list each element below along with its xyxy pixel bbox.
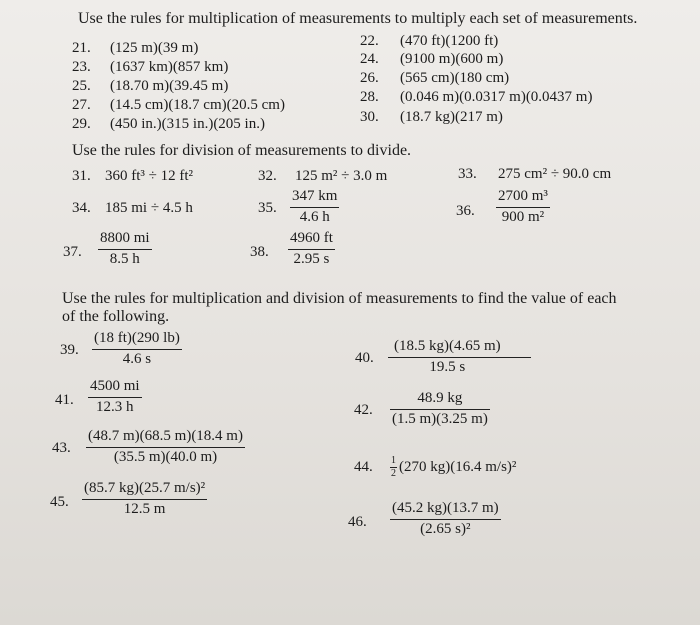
fraction: [98, 230, 152, 268]
problem-number: 24.: [360, 51, 379, 67]
fraction-bar: [98, 249, 152, 250]
numerator: (18.5 kg)(4.65 m): [394, 338, 501, 354]
problem-expression: (9100 m)(600 m): [400, 51, 504, 67]
fraction: [288, 230, 335, 268]
problem-number: 25.: [72, 78, 91, 94]
fraction: [88, 378, 142, 416]
numerator: 8800 mi: [100, 230, 150, 246]
fraction: [290, 188, 339, 226]
fraction-bar: [496, 207, 550, 208]
fraction: [390, 500, 501, 538]
fraction-bar: [88, 397, 142, 398]
division-instructions: Use the rules for division of measurements to divide.: [72, 142, 412, 159]
fraction-bar: [290, 207, 339, 208]
problem-expression: (14.5 cm)(18.7 cm)(20.5 cm): [110, 97, 285, 113]
problem-number: 46.: [348, 514, 367, 530]
denominator: 900 m²: [501, 209, 545, 225]
problem-number: 43.: [52, 440, 71, 456]
problem-expression: (18.7 kg)(217 m): [400, 109, 503, 125]
numerator: 4960 ft: [290, 230, 333, 246]
fraction-bar: [390, 409, 490, 410]
problem-number: 28.: [360, 89, 379, 105]
fraction-bar: [86, 447, 245, 448]
denominator: 8.5 h: [109, 251, 140, 267]
problem-number: 34.: [72, 200, 91, 216]
fraction: [86, 428, 245, 466]
problem-expression: (565 cm)(180 cm): [400, 70, 510, 86]
problem-number: 36.: [456, 203, 475, 219]
problem-expression: 185 mi ÷ 4.5 h: [105, 200, 193, 216]
fraction-bar: [390, 519, 501, 520]
problem-number: 45.: [50, 494, 69, 510]
denominator: 4.6 s: [122, 351, 152, 367]
fraction-bar: [92, 349, 182, 350]
problem-number: 37.: [63, 244, 82, 260]
problem-expression: 360 ft³ ÷ 12 ft²: [105, 168, 194, 184]
fraction: [392, 338, 503, 376]
problem-number: 41.: [55, 392, 74, 408]
problem-number: 26.: [360, 70, 379, 86]
problem-number: 29.: [72, 116, 91, 132]
fraction: [92, 330, 182, 368]
denominator: 2.95 s: [293, 251, 330, 267]
fraction-bar: [288, 249, 335, 250]
fraction-bar: [82, 499, 207, 500]
numerator: 4500 mi: [90, 378, 140, 394]
denominator: 12.5 m: [123, 501, 166, 517]
numerator: 48.9 kg: [417, 390, 463, 406]
numerator: (48.7 m)(68.5 m)(18.4 m): [88, 428, 243, 444]
expression-text: (270 kg)(16.4 m/s)²: [399, 458, 517, 475]
one-half: [390, 456, 397, 479]
problem-number: 32.: [258, 168, 277, 184]
half-denominator: 2: [391, 468, 396, 479]
problem-expression: (470 ft)(1200 ft): [400, 33, 499, 49]
denominator: (1.5 m)(3.25 m): [392, 411, 488, 427]
problem-expression: 125 m² ÷ 3.0 m: [295, 168, 388, 184]
problem-expression: (125 m)(39 m): [110, 40, 199, 56]
problem-number: 31.: [72, 168, 91, 184]
problem-number: 39.: [60, 342, 79, 358]
fraction: [496, 188, 550, 226]
mixed-instructions-continued: of the following.: [62, 308, 170, 325]
denominator: 12.3 h: [96, 399, 134, 415]
problem-expression: (0.046 m)(0.0317 m)(0.0437 m): [400, 89, 593, 105]
problem-number: 22.: [360, 33, 379, 49]
problem-number: 44.: [354, 459, 373, 475]
problem-expression: 275 cm² ÷ 90.0 cm: [498, 166, 612, 182]
denominator: 19.5 s: [429, 359, 466, 375]
fraction-bar: [388, 357, 531, 358]
fraction: [390, 390, 490, 428]
problem-number: 33.: [458, 166, 477, 182]
numerator: (45.2 kg)(13.7 m): [392, 500, 499, 516]
problem-expression: (18.70 m)(39.45 m): [110, 78, 229, 94]
multiplication-instructions: Use the rules for multiplication of measurements to multiply each set of measurements.: [78, 10, 638, 27]
problem-expression: (450 in.)(315 in.)(205 in.): [110, 116, 265, 132]
problem-number: 21.: [72, 40, 91, 56]
denominator: 4.6 h: [299, 209, 330, 225]
problem-number: 38.: [250, 244, 269, 260]
numerator: (18 ft)(290 lb): [94, 330, 180, 346]
problem-expression: (1637 km)(857 km): [110, 59, 229, 75]
fraction: [82, 480, 207, 518]
denominator: (2.65 s)²: [420, 521, 471, 537]
problem-number: 23.: [72, 59, 91, 75]
problem-number: 35.: [258, 200, 277, 216]
problem-expression: [390, 456, 516, 479]
numerator: 347 km: [292, 188, 338, 204]
problem-number: 40.: [355, 350, 374, 366]
half-numerator: 1: [391, 455, 396, 466]
denominator: (35.5 m)(40.0 m): [113, 449, 218, 465]
problem-number: 27.: [72, 97, 91, 113]
numerator: (85.7 kg)(25.7 m/s)²: [84, 480, 206, 496]
problem-number: 42.: [354, 402, 373, 418]
numerator: 2700 m³: [498, 188, 548, 204]
mixed-instructions: Use the rules for multiplication and division of measurements to find the value of each: [62, 290, 617, 307]
problem-number: 30.: [360, 109, 379, 125]
